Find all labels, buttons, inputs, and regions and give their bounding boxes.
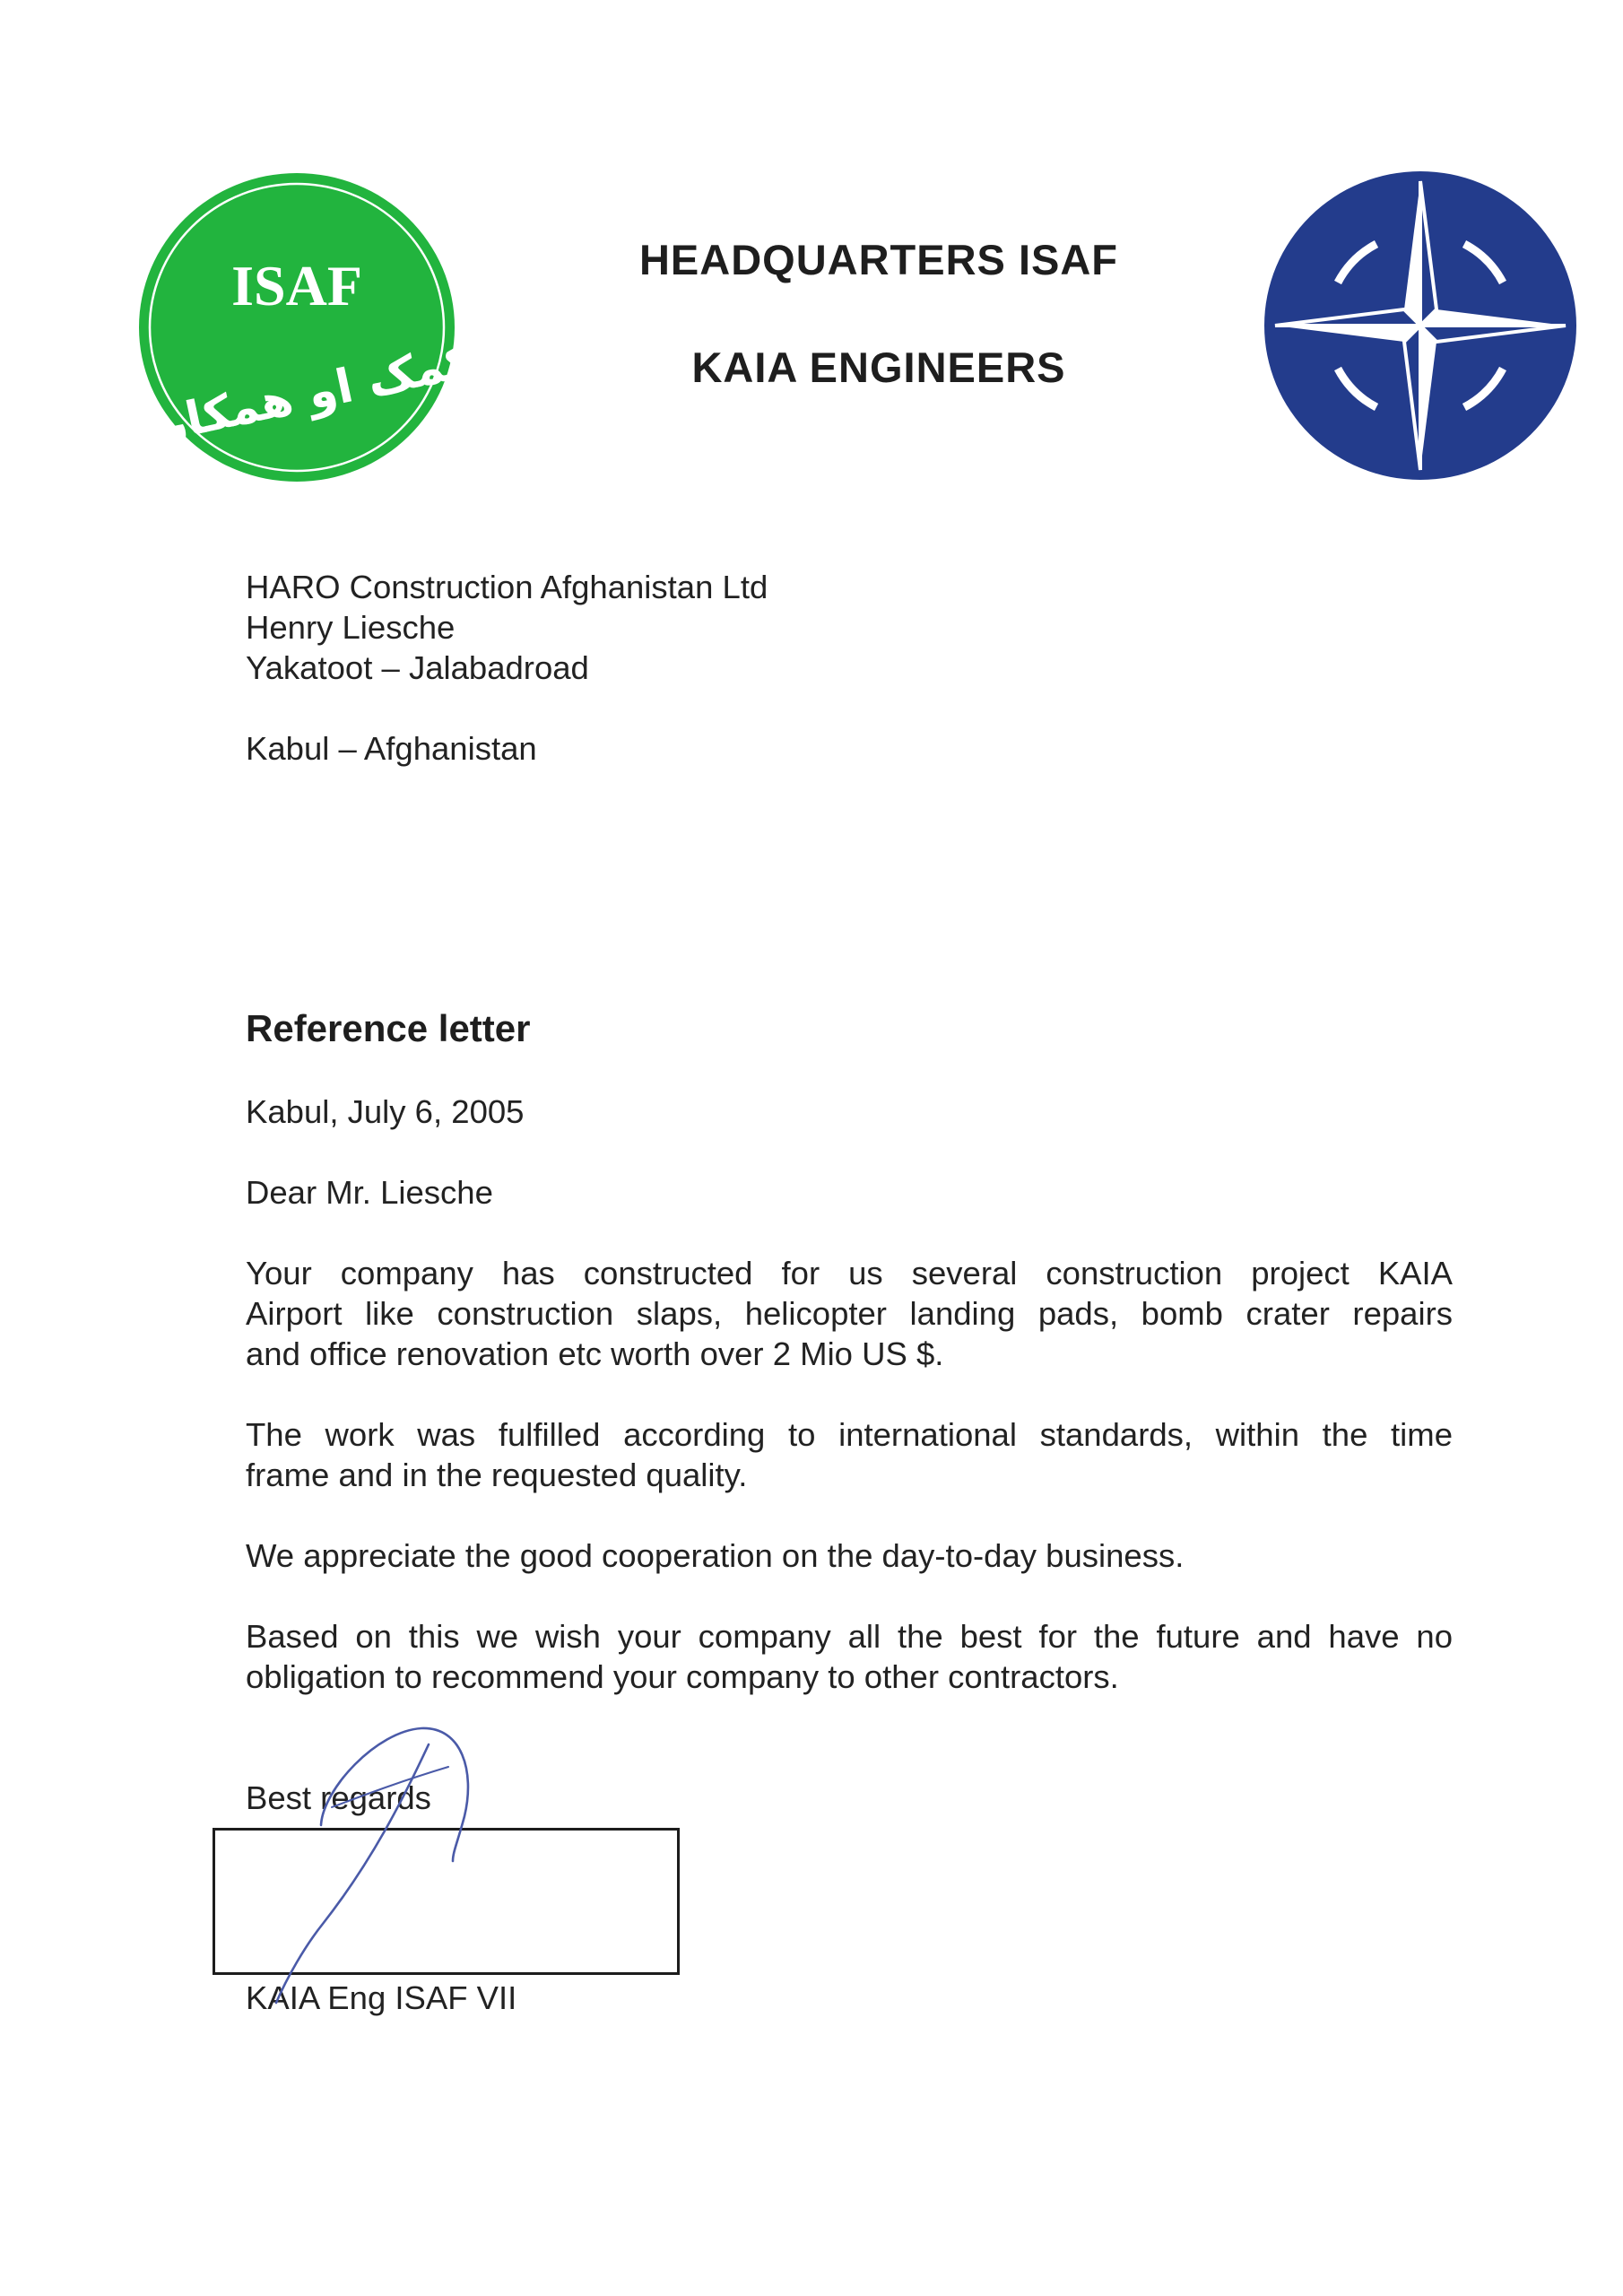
paragraph-2-line: frame and in the requested quality.: [246, 1457, 748, 1493]
paragraph-4-line: obligation to recommend your company to other contractors.: [246, 1658, 1119, 1695]
recipient-name: Henry Liesche: [246, 609, 456, 646]
header-subtitle: KAIA ENGINEERS: [691, 344, 1066, 391]
paragraph-1: [246, 1253, 1453, 1374]
paragraph-4-line: Based on this we wish your company all the best for the future and have no: [246, 1618, 1453, 1655]
isaf-seal-title: ISAF: [231, 254, 362, 317]
recipient-address: [246, 567, 1453, 688]
nato-compass-star-icon: [1263, 169, 1578, 483]
paragraph-2: [246, 1414, 1453, 1495]
recipient-city-block: [246, 728, 1453, 769]
letter-date-block: [246, 1091, 1453, 1132]
isaf-seal-logo: [112, 170, 478, 484]
recipient-city: Kabul – Afghanistan: [246, 730, 537, 767]
signatory-title: KAIA Eng ISAF VII: [246, 1979, 517, 2016]
paragraph-1-line: Your company has constructed for us several construction project KAIA: [246, 1255, 1453, 1292]
salutation: Dear Mr. Liesche: [246, 1174, 493, 1211]
recipient-street: Yakatoot – Jalabadroad: [246, 649, 589, 686]
paragraph-4: [246, 1616, 1453, 1697]
isaf-seal-subtitle: کمک او همکاری: [112, 333, 478, 462]
header-title: HEADQUARTERS ISAF: [638, 236, 1119, 283]
letter-date: Kabul, July 6, 2005: [246, 1093, 525, 1130]
handwritten-signature: [269, 1718, 502, 2005]
salutation-block: [246, 1172, 1453, 1213]
letter-subject: Reference letter: [246, 1007, 531, 1049]
paragraph-2-line: The work was fulfilled according to international standards, within the time: [246, 1416, 1453, 1453]
recipient-company: HARO Construction Afghanistan Ltd: [246, 569, 768, 605]
paragraph-3-line: We appreciate the good cooperation on the day-to-day business.: [246, 1537, 1185, 1574]
paragraph-1-line: Airport like construction slaps, helicopter landing pads, bomb crater repairs: [246, 1295, 1453, 1332]
paragraph-1-line: and office renovation etc worth over 2 Mio US $.: [246, 1335, 944, 1372]
closing: Best regards: [246, 1779, 431, 1816]
paragraph-3: [246, 1535, 1453, 1576]
